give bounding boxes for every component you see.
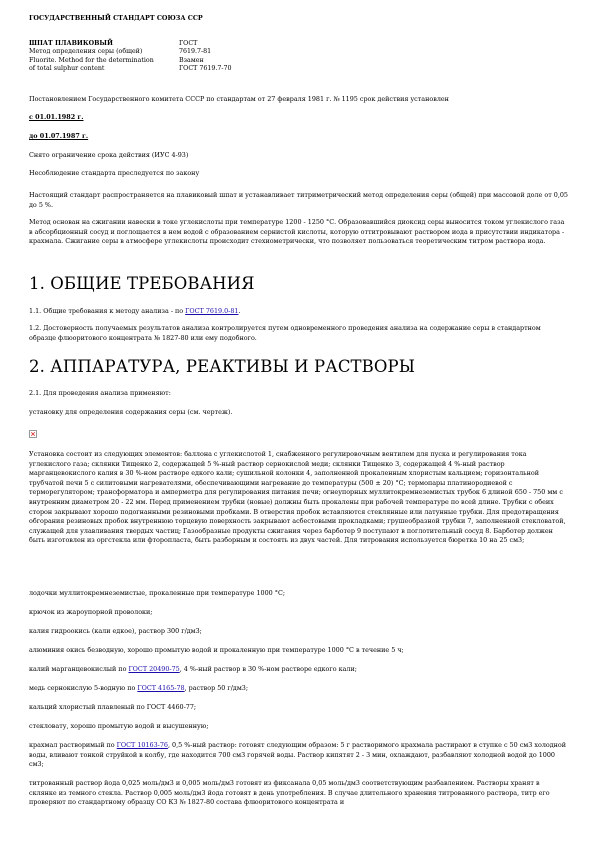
reagent-item: кальций хлористый плавленый по ГОСТ 4460-77; [29, 703, 197, 711]
reagent-item [29, 684, 569, 694]
paragraph-text: , 4 %-ный раствор в 30 %-ном растворе едкого кали; [179, 665, 357, 673]
intro-paragraph-1: Настоящий стандарт распространяется на плавиковый шпат и устанавливает титриметрический метод определения серы (общей) при массовой доле от 0,05 до 5 %. [29, 191, 568, 209]
decree-text: Постановлением Государственного комитета СССР по стандартам от 27 февраля 1981 г. № 1195 срок действия установлен [29, 95, 449, 103]
meta-row [29, 48, 232, 56]
broken-image-icon [29, 430, 37, 438]
reagent-item: лодочки муллитокремнеземистые, прокаленные при температуре 1000 °С; [29, 589, 285, 597]
standard-meta-block [29, 40, 232, 74]
paragraph-text: крахмал растворимый по [29, 741, 117, 749]
date-to: до 01.07.1987 г. [29, 132, 89, 140]
reagent-item: титрованный раствор йода 0,025 моль/дм3 и 0,005 моль/дм3 готовят из фиксанала 0,05 моль/дм3 соответствующим разбавлением. Растворы хранят в склянке из темного стекла. Раствор 0,005 моль/дм3 йода готовят в день употребления. В случае длительного хранения титрованного раствора, титр его проверяют по стандартному образцу СО КЗ № 1827-80 состава флюоритового концентрата и [29, 779, 550, 807]
meta-title: of total sulphur content [29, 65, 105, 73]
meta-row [29, 65, 232, 73]
paragraph-text: калий марганцевокислый по [29, 665, 129, 673]
paragraph-text: , 0,5 %-ный раствор: готовят следующим образом: 5 г растворимого крахмала растирают в ступке с 50 см3 холодной воды, вливают тонкой струйкой в колбу, где находится 700 см3 горячей воды. Раствор кипятят 2 - 3 мин, охлаждают, разбавляют холодной водой до 1000 см3; [29, 741, 567, 769]
reagent-item [29, 665, 569, 675]
gost-link[interactable]: ГОСТ 4165-78 [137, 684, 185, 692]
reagent-item: стекловату, хорошо промытую водой и высушенную; [29, 722, 209, 730]
meta-row [29, 57, 232, 65]
paragraph-text: , раствор 50 г/дм3; [184, 684, 249, 692]
apparatus-description: Установка состоит из следующих элементов: баллона с углекислотой 1, снабженного регулировочным вентилем для пуска и регулирования тока углекислого газа; склянки Тищенко 2, содержащей 5 %-ный раствор сернокислой меди; склянки Тищенко 3, содержащей 4 %-ный раствор марганцевокислого калия в 30 %-ном растворе едкого кали; сушильной колонки 4, заполненной прокаленным хлористым кальцием; горизонтальной трубчатой печи 5 с силитовыми нагревателями, обеспечивающими нагревание до температуры (500 ± 20) °С; термопары платинородиевой с терморегулятором; трансформатора и амперметра для регулирования питания печи; огнеупорных муллитокремнеземистых трубок 6 длиной 650 - 750 мм с внутренним диаметром 20 - 22 мм. Перед применением трубки (новые) должны быть прокалены при рабочей температуре по всей длине. Трубки с обеих сторон закрывают хорошо подогнанными резиновыми пробками. В отверстия пробок вставляются стеклянные или латунные трубки. Для предотвращения обгорания резиновых пробок внутреннюю торцевую поверхность закрывают асбестовыми прокладками; грушеобразной трубки 7, заполненной стекловатой, служащей для улавливания твердых частиц; Газообразные продукты сжигания через барботер 9 поступают в поглотительный сосуд 8. Барботер должен быть изготовлен из оргстекла или фторопласта, быть разборным и состоять из двух частей. Для титрования используется бюретка 10 на 25 см3; [29, 450, 566, 545]
paragraph-text: медь сернокислую 5-водную по [29, 684, 138, 692]
intro-paragraph-2: Метод основан на сжигании навески в токе углекислоты при температуре 1200 - 1250 °С. Образовавшийся диоксид серы выносится током углекислого газа в абсорбционный сосуд и поглощается в нем водой с образованием сернистой кислоты, которую оттитровывают раствором иода в присутствии индикатора - крахмала. Сжигание серы в атмосфере углекислоты происходит стехиометрически, что позволяет пользоваться теоретическим титром раствора иода. [29, 218, 565, 246]
meta-title: Fluorite. Method for the determination [29, 56, 154, 64]
violation-note: Несоблюдение стандарта преследуется по закону [29, 169, 200, 177]
gost-link[interactable]: ГОСТ 7619.0-81 [185, 307, 239, 315]
meta-value: Взамен [179, 56, 204, 64]
meta-value: 7619.7-81 [179, 48, 212, 56]
section-2-paragraph-1: 2.1. Для проведения анализа применяют: [29, 389, 171, 397]
section-1-heading: 1. ОБЩИЕ ТРЕБОВАНИЯ [29, 274, 255, 293]
gost-link[interactable]: ГОСТ 10163-76 [116, 741, 168, 749]
reagent-item: крючок из жароупорной проволоки; [29, 608, 153, 616]
reagent-item [29, 741, 569, 770]
meta-title: Метод определения серы (общей) [29, 48, 143, 56]
date-from: с 01.01.1982 г. [29, 113, 84, 121]
limit-removed-note: Снято ограничение срока действия (ИУС 4-93) [29, 151, 189, 159]
paragraph-text: . [238, 307, 241, 315]
meta-value: ГОСТ 7619.7-70 [179, 65, 232, 73]
section-2-paragraph-2: установку для определения содержания серы (см. чертеж). [29, 408, 233, 416]
gost-link[interactable]: ГОСТ 20490-75 [128, 665, 180, 673]
meta-row [29, 40, 232, 48]
section-2-heading: 2. АППАРАТУРА, РЕАКТИВЫ И РАСТВОРЫ [29, 357, 416, 376]
reagent-item: калия гидроокись (кали едкое), раствор 300 г/дм3; [29, 627, 202, 635]
paragraph-text: 1.1. Общие требования к методу анализа - по [29, 307, 186, 315]
meta-title: ШПАТ ПЛАВИКОВЫЙ [29, 40, 113, 47]
section-1-paragraph-1 [29, 307, 569, 317]
document-header: ГОСУДАРСТВЕННЫЙ СТАНДАРТ СОЮЗА ССР [29, 14, 203, 22]
section-1-paragraph-2: 1.2. Достоверность получаемых результатов анализа контролируется путем одновременного проведения анализа на содержание серы в стандартном образце флюоритового концентрата № 1827-80 или ему подобного. [29, 324, 541, 342]
meta-value: ГОСТ [179, 40, 198, 47]
reagent-item: алюминия окись безводную, хорошо промытую водой и прокаленную при температуре 1000 °С в течение 5 ч; [29, 646, 404, 654]
